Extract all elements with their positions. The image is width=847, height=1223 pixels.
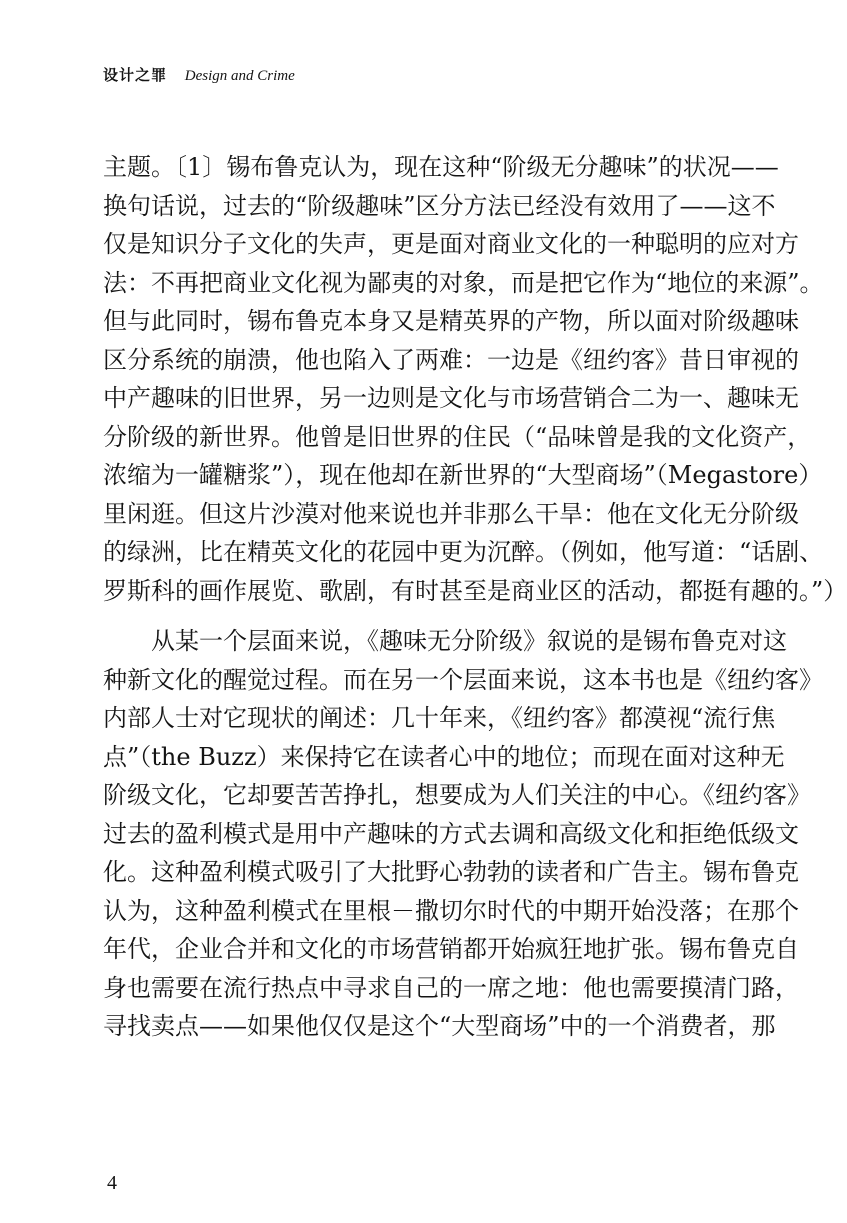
text-line: 罗斯科的画作展览、歌剧，有时甚至是商业区的活动，都挺有趣的。”） — [103, 576, 847, 605]
text-line: 的绿洲，比在精英文化的花园中更为沉醉。（例如，他写道：“话剧、 — [103, 538, 824, 566]
paragraph-spacer — [103, 610, 743, 622]
book-title-chinese: 设计之罪 — [103, 66, 168, 84]
text-line: 主题。〔1〕锡布鲁克认为，现在这种“阶级无分趣味”的状况—— — [103, 153, 779, 181]
text-line: 种新文化的醒觉过程。而在另一个层面来说，这本书也是《纽约客》 — [103, 665, 823, 694]
running-header — [103, 64, 295, 85]
paragraph — [103, 622, 823, 1046]
text-line: 内部人士对它现状的阐述：几十年来，《纽约客》都漠视“流行焦 — [103, 704, 776, 732]
text-line: 但与此同时，锡布鲁克本身又是精英界的产物，所以面对阶级趣味 — [103, 307, 799, 335]
text-line: 身也需要在流行热点中寻求自己的一席之地：他也需要摸清门路， — [103, 973, 799, 1002]
text-line: 分阶级的新世界。他曾是旧世界的住民（“品味曾是我的文化资产， — [103, 422, 812, 451]
text-line: 换句话说，过去的“阶级趣味”区分方法已经没有效用了——这不 — [103, 191, 776, 220]
paragraph — [103, 148, 847, 610]
page-number: 4 — [107, 1172, 117, 1194]
text-line: 化。这种盈利模式吸引了大批野心勃勃的读者和广告主。锡布鲁克 — [103, 858, 799, 886]
text-line: 里闲逛。但这片沙漠对他来说也并非那么干旱：他在文化无分阶级 — [103, 499, 799, 528]
text-line: 法：不再把商业文化视为鄙夷的对象，而是把它作为“地位的来源”。 — [103, 268, 824, 297]
text-line: 仅是知识分子文化的失声，更是面对商业文化的一种聪明的应对方 — [103, 230, 799, 258]
text-line: 阶级文化，它却要苦苦挣扎，想要成为人们关注的中心。《纽约客》 — [103, 781, 811, 809]
text-line: 年代，企业合并和文化的市场营销都开始疯狂地扩张。锡布鲁克自 — [103, 935, 799, 963]
text-line: 寻找卖点——如果他仅仅是这个“大型商场”中的一个消费者，那 — [103, 1012, 776, 1040]
text-line: 区分系统的崩溃，他也陷入了两难：一边是《纽约客》昔日审视的 — [103, 345, 799, 374]
text-line: 从某一个层面来说，《趣味无分阶级》叙说的是锡布鲁克对这 — [151, 627, 787, 655]
text-line: 中产趣味的旧世界，另一边则是文化与市场营销合二为一、趣味无 — [103, 384, 799, 412]
text-line: 认为，这种盈利模式在里根－撒切尔时代的中期开始没落；在那个 — [103, 896, 799, 925]
text-line: 浓缩为一罐糖浆”），现在他却在新世界的“大型商场”（Megastore） — [103, 461, 823, 489]
text-line: 点”（the Buzz）来保持它在读者心中的地位；而现在面对这种无 — [103, 742, 785, 771]
body-text — [103, 148, 847, 1046]
book-title-english: Design and Crime — [184, 68, 295, 84]
text-line: 过去的盈利模式是用中产趣味的方式去调和高级文化和拒绝低级文 — [103, 819, 799, 848]
